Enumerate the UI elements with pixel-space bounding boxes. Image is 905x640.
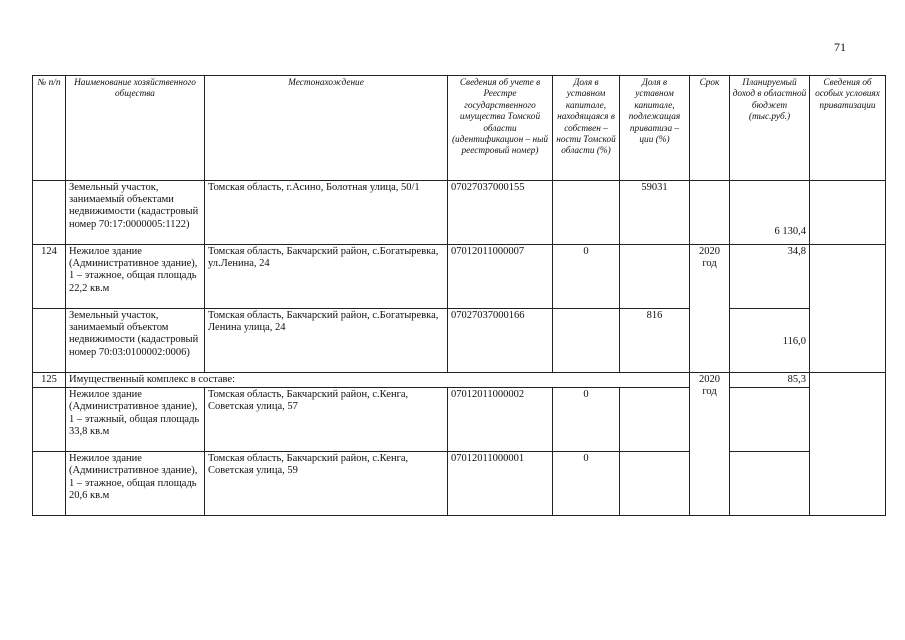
cell-share-privatize <box>620 452 690 516</box>
header-share-privatize: Доля в уставном капитале, подлежащая приватиза – ции (%) <box>620 76 690 181</box>
cell-registry: 07012011000001 <box>448 452 553 516</box>
cell-term: 2020 год <box>690 245 730 373</box>
cell-registry: 07012011000002 <box>448 388 553 452</box>
cell-num <box>33 452 66 516</box>
table-row <box>33 309 886 373</box>
cell-special <box>810 373 886 516</box>
cell-num <box>33 309 66 373</box>
cell-share-owned: 0 <box>553 388 620 452</box>
header-income: Планируемый доход в областной бюджет (тыс.руб.) <box>730 76 810 181</box>
cell-location: Томская область, Бакчарский район, с.Богатыревка, Ленина улица, 24 <box>205 309 448 373</box>
cell-complex: Имущественный комплекс в составе: <box>66 373 690 388</box>
cell-num <box>33 388 66 452</box>
cell-income <box>730 452 810 516</box>
cell-special <box>810 245 886 373</box>
cell-term: 2020 год <box>690 373 730 516</box>
cell-share-owned: 0 <box>553 245 620 309</box>
cell-name: Нежилое здание (Административное здание), 1 – этажный, общая площадь 33,8 кв.м <box>66 388 205 452</box>
cell-income <box>730 388 810 452</box>
cell-share-privatize: 816 <box>620 309 690 373</box>
header-term: Срок <box>690 76 730 181</box>
table-row <box>33 181 886 245</box>
header-share-owned: Доля в уставном капитале, находящаяся в собствен – ности Томской области (%) <box>553 76 620 181</box>
header-row <box>33 76 886 181</box>
income-value: 6 130,4 <box>774 226 806 237</box>
header-special: Сведения об особых условиях приватизации <box>810 76 886 181</box>
cell-registry: 07012011000007 <box>448 245 553 309</box>
cell-num: 125 <box>33 373 66 388</box>
cell-income <box>730 309 810 373</box>
cell-num <box>33 181 66 245</box>
cell-location: Томская область, Бакчарский район, с.Богатыревка, ул.Ленина, 24 <box>205 245 448 309</box>
header-num: № п/п <box>33 76 66 181</box>
income-value: 116,0 <box>782 336 806 347</box>
cell-income: 85,3 <box>730 373 810 388</box>
cell-name: Нежилое здание (Административное здание), 1 – этажное, общая площадь 20,6 кв.м <box>66 452 205 516</box>
cell-registry: 07027037000155 <box>448 181 553 245</box>
cell-income: 34,8 <box>730 245 810 309</box>
cell-special <box>810 181 886 245</box>
header-name: Наименование хозяйственного общества <box>66 76 205 181</box>
page-number: 71 <box>834 40 846 54</box>
table-row <box>33 373 886 388</box>
cell-income <box>730 181 810 245</box>
header-registry: Сведения об учете в Реестре государственного имущества Томской области (идентификацион – ный реестровый номер) <box>448 76 553 181</box>
privatization-table <box>32 75 886 516</box>
cell-share-privatize <box>620 388 690 452</box>
table-row <box>33 245 886 309</box>
table-row <box>33 388 886 452</box>
cell-num: 124 <box>33 245 66 309</box>
cell-location: Томская область, г.Асино, Болотная улица, 50/1 <box>205 181 448 245</box>
cell-name: Нежилое здание (Административное здание), 1 – этажное, общая площадь 22,2 кв.м <box>66 245 205 309</box>
cell-term <box>690 181 730 245</box>
cell-registry: 07027037000166 <box>448 309 553 373</box>
cell-share-owned: 0 <box>553 452 620 516</box>
cell-location: Томская область, Бакчарский район, с.Кенга, Советская улица, 59 <box>205 452 448 516</box>
cell-name: Земельный участок, занимаемый объектом недвижимости (кадастровый номер 70:03:0100002:0006) <box>66 309 205 373</box>
header-location: Местонахождение <box>205 76 448 181</box>
cell-share-privatize: 59031 <box>620 181 690 245</box>
cell-location: Томская область, Бакчарский район, с.Кенга, Советская улица, 57 <box>205 388 448 452</box>
cell-share-owned <box>553 181 620 245</box>
cell-share-owned <box>553 309 620 373</box>
table-row <box>33 452 886 516</box>
cell-share-privatize <box>620 245 690 309</box>
cell-name: Земельный участок, занимаемый объектами недвижимости (кадастровый номер 70:17:0000005:1122) <box>66 181 205 245</box>
